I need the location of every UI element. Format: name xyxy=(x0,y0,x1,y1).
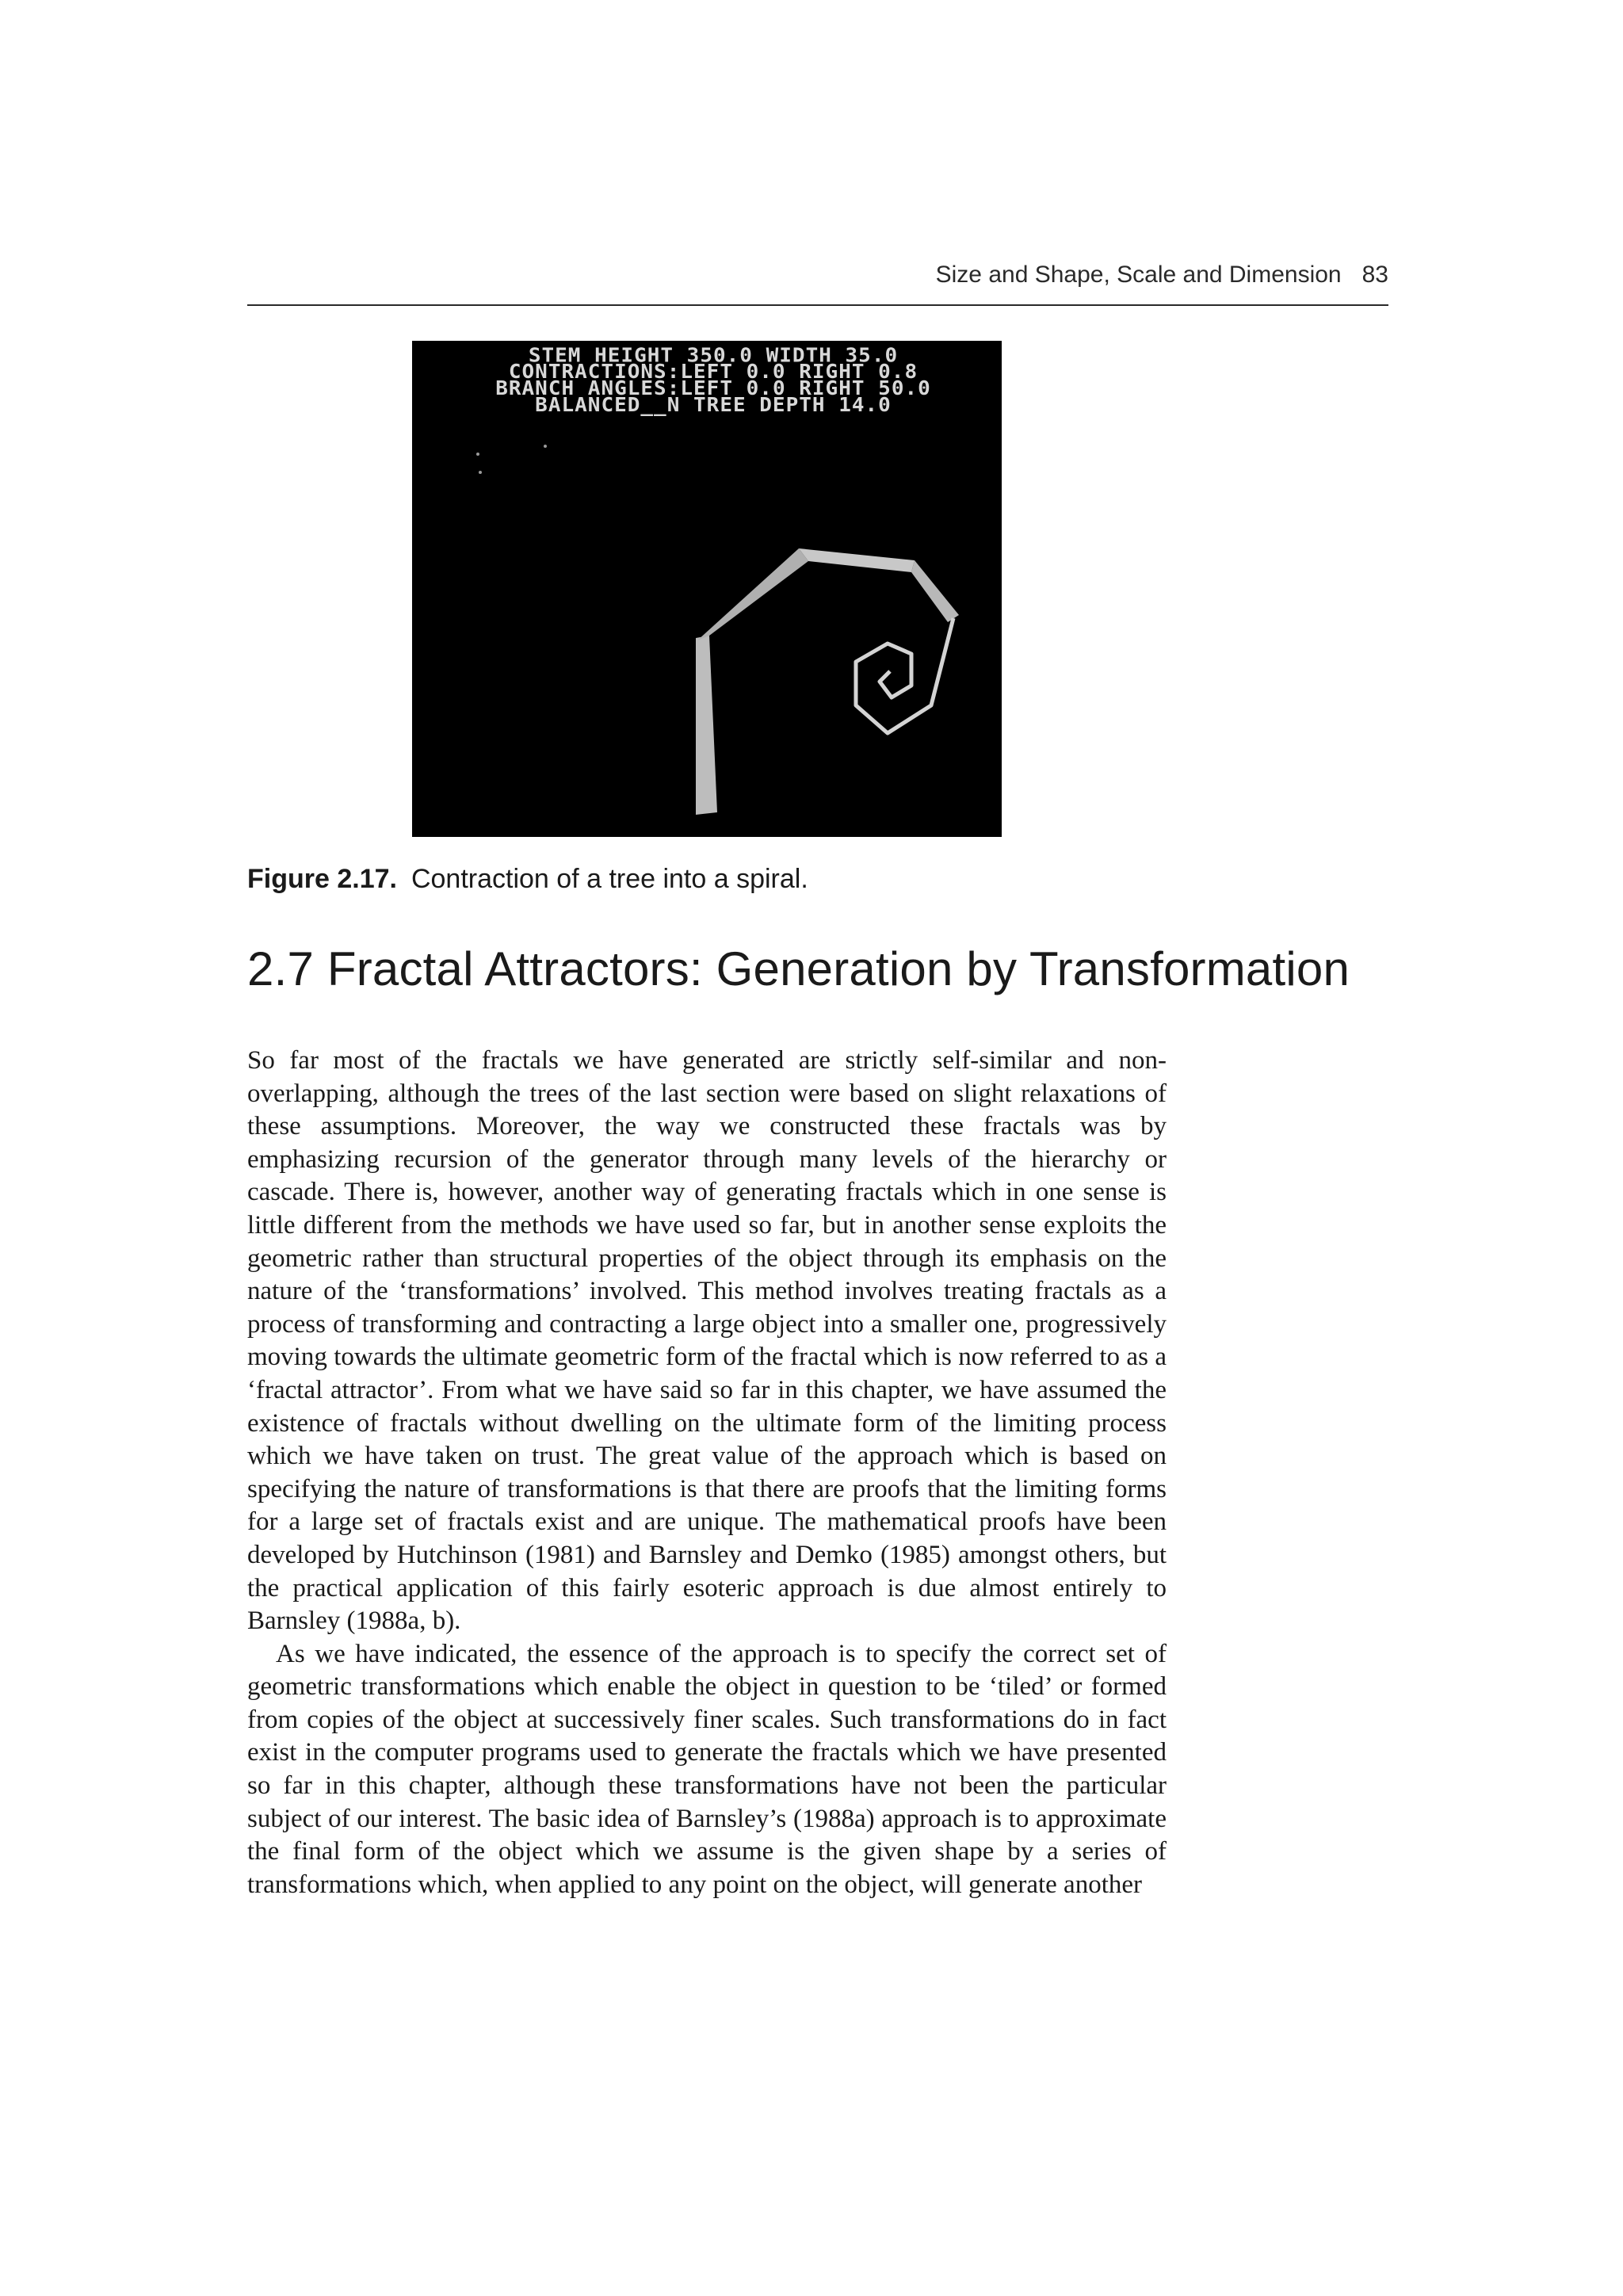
figure-label: Figure 2.17. xyxy=(247,864,397,894)
figure-caption-text: Contraction of a tree into a spiral. xyxy=(411,864,808,894)
tree-branch xyxy=(799,548,915,572)
running-head xyxy=(247,262,1388,288)
screen-line: BRANCH ANGLES:LEFT 0.0 RIGHT 50.0 xyxy=(495,377,931,400)
spiral-tree-drawing xyxy=(412,341,1002,837)
paragraph: So far most of the fractals we have generated are strictly self-similar and non-overlapping, although the trees of the last section were based on slight relaxations of these assumptions. Moreover, the way we constructed these fractals was by emphasizing recursion of the generator through many levels of the hierarchy or cascade. There is, however, another way of generating fractals which in one sense is little different from the methods we have used so far, but in another sense exploits the geometric rather than structural properties of the object through its emphasis on the nature of the ‘transformations’ involved. This method involves treating fractals as a process of transforming and contracting a large object into a smaller one, progressively moving towards the ultimate geometric form of the fractal which is now referred to as a ‘fractal attractor’. From what we have said so far in this chapter, we have assumed the existence of fractals without dwelling on the ultimate form of the limiting process which we have taken on trust. The great value of the approach which is based on specifying the nature of transformations is that there are proofs that the limiting forms for a large set of fractals exist and are unique. The mathematical proofs have been developed by Hutchinson (1981) and Barnsley and Demko (1985) amongst others, but the practical application of this fairly esoteric approach is due almost entirely to Barnsley (1988a, b). xyxy=(247,1046,1167,1636)
page-number: 83 xyxy=(1361,262,1388,288)
tree-spiral-tail xyxy=(856,618,953,733)
figure-spiral-tree xyxy=(412,341,1002,837)
screen-line: BALANCED__N TREE DEPTH 14.0 xyxy=(535,394,892,417)
header-rule xyxy=(247,304,1388,306)
tree-stem xyxy=(696,636,717,815)
running-title: Size and Shape, Scale and Dimension xyxy=(935,262,1342,288)
section-title: 2.7 Fractal Attractors: Generation by Transformation xyxy=(247,942,1350,995)
tree-branch xyxy=(911,560,959,622)
body-text xyxy=(247,1045,1167,1901)
screen-line: CONTRACTIONS:LEFT 0.0 RIGHT 0.8 xyxy=(508,361,918,384)
paragraph: As we have indicated, the essence of the approach is to specify the correct set of geometric transformations which enable the object in question to be ‘tiled’ or formed from copies of the object at successively finer scales. Such transformations do in fact exist in the computer programs used to generate the fractals which we have presented so far in this chapter, although these transformations have not been the particular subject of our interest. The basic idea of Barnsley’s (1988a) approach is to approximate the final form of the object which we assume is the given shape by a series of transformations which, when applied to any point on the object, will generate another xyxy=(247,1639,1167,1899)
tree-branch xyxy=(697,548,808,640)
screen-line: STEM HEIGHT 350.0 WIDTH 35.0 xyxy=(528,344,899,367)
figure-caption xyxy=(247,864,808,895)
